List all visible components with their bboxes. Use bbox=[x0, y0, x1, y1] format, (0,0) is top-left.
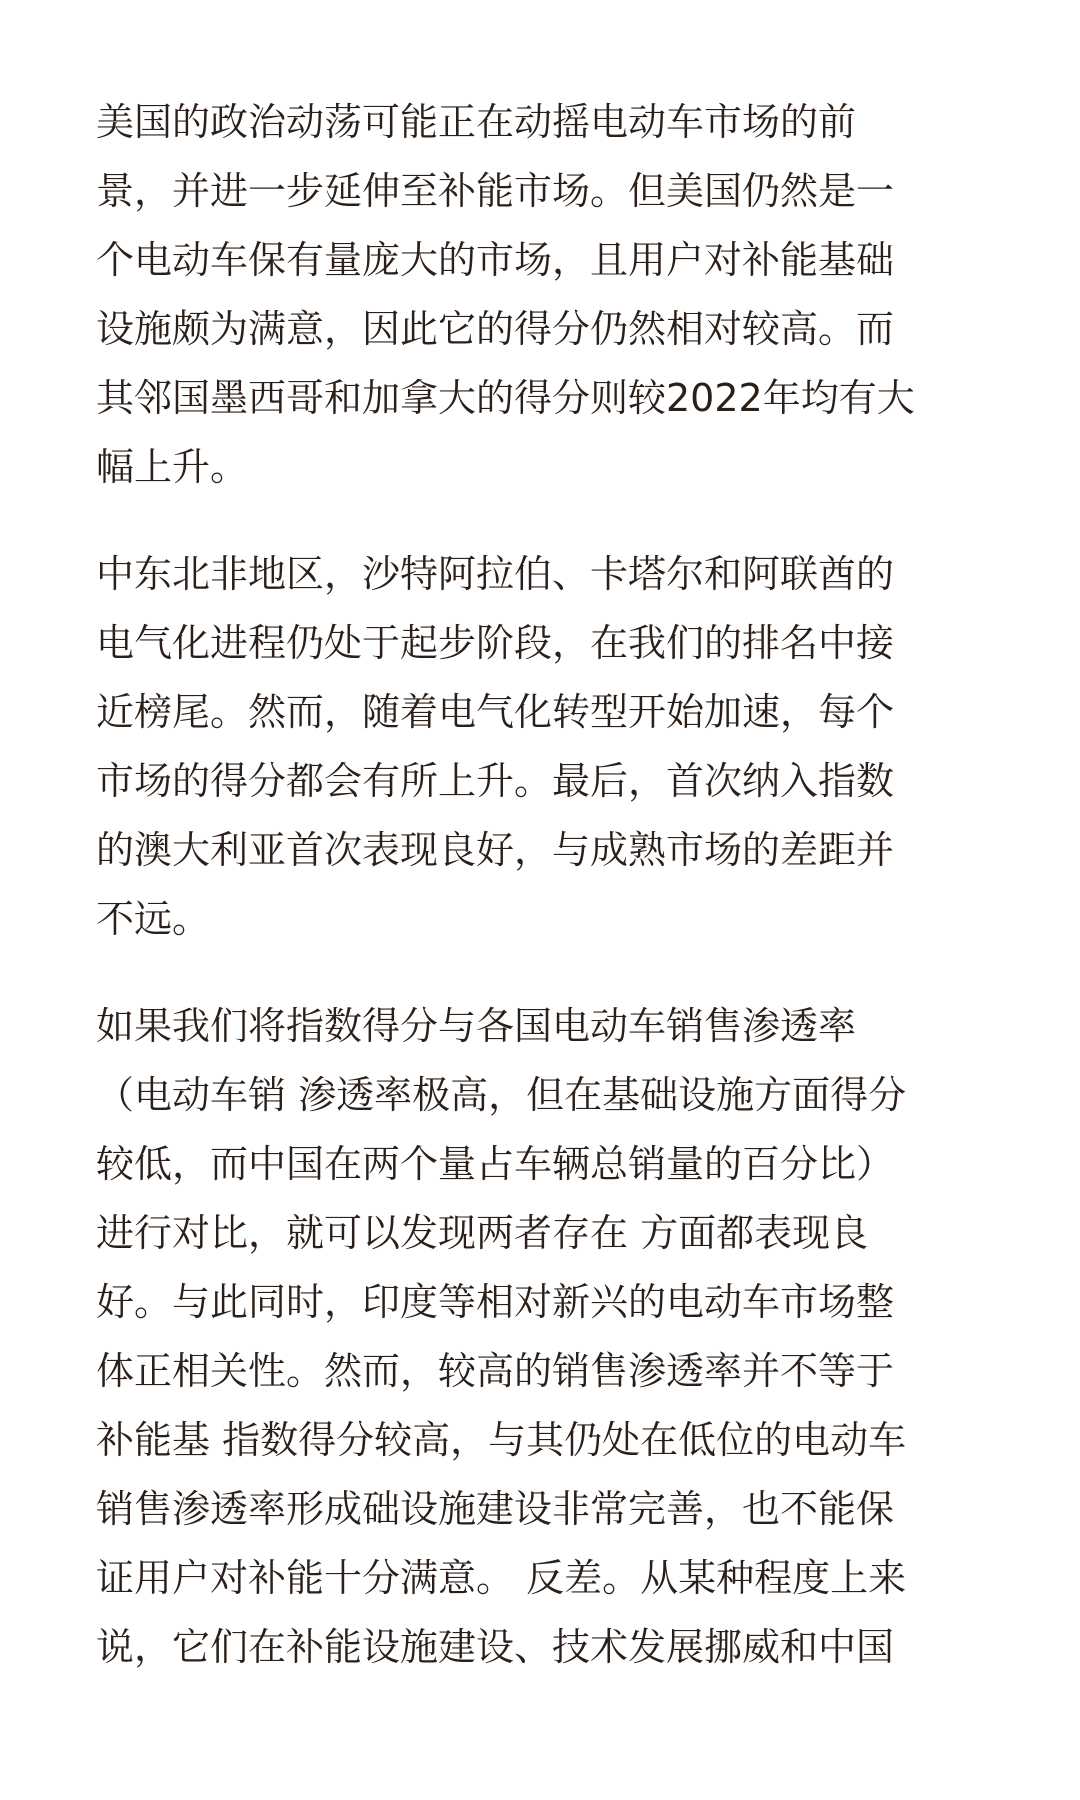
text-line: 体正相关性。然而，较高的销售渗透率并不等于 bbox=[96, 1349, 895, 1393]
text-line: 不远。 bbox=[96, 897, 211, 941]
text-line: （电动车销 渗透率极高，但在基础设施方面得分 bbox=[96, 1073, 907, 1117]
article-body bbox=[96, 88, 996, 1720]
text-line: 近榜尾。然而，随着电气化转型开始加速，每个 bbox=[96, 690, 895, 734]
text-line: 如果我们将指数得分与各国电动车销售渗透率 bbox=[96, 1004, 857, 1048]
text-line: 设施颇为满意，因此它的得分仍然相对较高。而 bbox=[96, 307, 895, 351]
paragraph-us-market bbox=[96, 88, 996, 502]
text-line: 个电动车保有量庞大的市场，且用户对补能基础 bbox=[96, 238, 895, 282]
text-line: 市场的得分都会有所上升。最后，首次纳入指数 bbox=[96, 759, 895, 803]
text-line: 好。与此同时，印度等相对新兴的电动车市场整 bbox=[96, 1280, 895, 1324]
paragraph-mena-market bbox=[96, 540, 996, 954]
text-line: 证用户对补能十分满意。 反差。从某种程度上来 bbox=[96, 1556, 907, 1600]
text-line: 中东北非地区，沙特阿拉伯、卡塔尔和阿联酋的 bbox=[96, 552, 895, 596]
text-line: 销售渗透率形成础设施建设非常完善，也不能保 bbox=[96, 1487, 895, 1531]
text-line: 说，它们在补能设施建设、技术发展挪威和中国 bbox=[96, 1625, 895, 1669]
text-line: 的澳大利亚首次表现良好，与成熟市场的差距并 bbox=[96, 828, 895, 872]
text-line: 景，并进一步延伸至补能市场。但美国仍然是一 bbox=[96, 169, 895, 213]
text-line: 进行对比，就可以发现两者存在 方面都表现良 bbox=[96, 1211, 869, 1255]
text-line: 电气化进程仍处于起步阶段，在我们的排名中接 bbox=[96, 621, 895, 665]
text-line: 较低，而中国在两个量占车辆总销量的百分比） bbox=[96, 1142, 895, 1186]
paragraph-sales-penetration bbox=[96, 992, 996, 1682]
text-line: 美国的政治动荡可能正在动摇电动车市场的前 bbox=[96, 100, 857, 144]
text-line: 幅上升。 bbox=[96, 445, 249, 489]
text-line: 其邻国墨西哥和加拿大的得分则较2022年均有大 bbox=[96, 376, 915, 420]
text-line: 补能基 指数得分较高，与其仍处在低位的电动车 bbox=[96, 1418, 907, 1462]
